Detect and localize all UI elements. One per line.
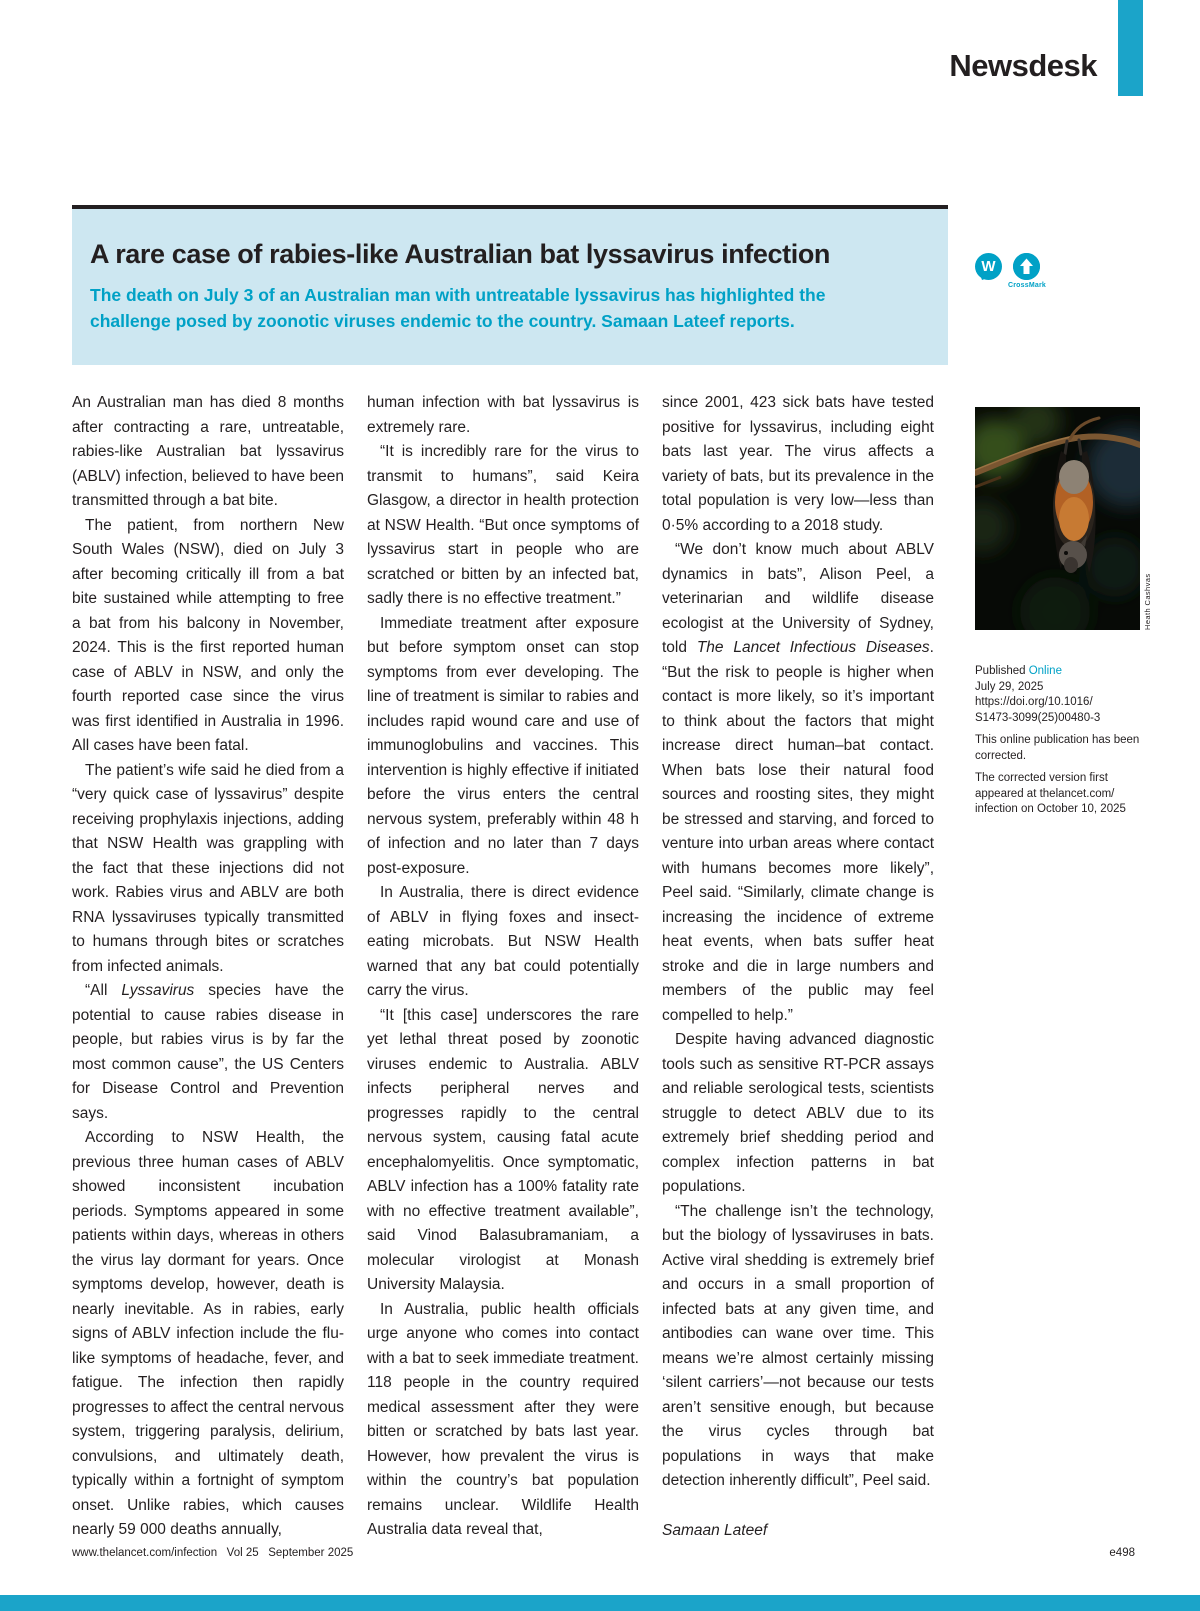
- body-paragraph: since 2001, 423 sick bats have tested positive for lyssavirus, including eight bats last year. The virus affects a variety of bats, but its prevalence in the total population is very low—less than 0·5% according to a 2018 study.: [662, 394, 934, 534]
- crossmark-badge[interactable]: [1008, 253, 1046, 289]
- article-title: A rare case of rabies-like Australian bat lyssavirus infection: [90, 239, 831, 269]
- body-paragraph: According to NSW Health, the previous three human cases of ABLV showed inconsistent incubation periods. Symptoms appeared in some patients within days, whereas in others the virus lay dormant for years. Once symptoms develop, however, death is nearly inevitable. As in rabies, early signs of ABLV infection include the flu-like symptoms of headache, fever, and fatigue. The infection then rapidly progresses to affect the central nervous system, triggering paralysis, delirium, convulsions, and ultimately death, typically within a fortnight of symptom onset. Unlike rabies, which causes nearly 59 000 deaths annually,: [72, 1129, 344, 1538]
- body-paragraph: The patient, from northern New South Wales (NSW), died on July 3 after becoming critically ill from a bat bite sustained while attempting to free a bat from his balcony in November, 2024. This is the first reported human case of ABLV in NSW, and only the fourth reported case since the virus was first identified in Australia in 1996. All cases have been fatal.: [72, 516, 344, 754]
- article-body: [72, 391, 936, 1543]
- body-paragraph: Despite having advanced diagnostic tools such as sensitive RT-PCR assays and reliable serological tests, scientists struggle to detect ABLV due to its extremely brief shedding period and complex infection patterns in bat populations.: [662, 1031, 934, 1195]
- correction-note-2: The corrected version first appeared at thelancet.com/ infection on October 10, 2025: [975, 772, 1126, 815]
- crossmark-arrow-icon: [1013, 253, 1040, 280]
- bottom-accent-bar: [0, 1595, 1200, 1611]
- top-accent-bar: [1118, 0, 1143, 96]
- crossmark-icon[interactable]: [1013, 253, 1040, 280]
- body-paragraph: “It is incredibly rare for the virus to transmit to humans”, said Keira Glasgow, a director in health protection at NSW Health. “But once symptoms of lyssavirus start in people who are scratched or bitten by an infected bat, sadly there is no effective treatment.”: [367, 443, 639, 607]
- publication-note: [975, 664, 1150, 825]
- body-column-1: [72, 391, 344, 1543]
- footer-journal-info: www.thelancet.com/infection Vol 25 September 2025: [72, 1547, 354, 1559]
- body-paragraph: An Australian man has died 8 months after contracting a rare, untreatable, rabies-like Australian bat lyssavirus (ABLV) infection, believed to have been transmitted through a bat bite.: [72, 394, 344, 509]
- footer-page-number: e498: [1109, 1547, 1135, 1559]
- doi-link-line1[interactable]: https://doi.org/10.1016/: [975, 696, 1093, 708]
- section-label: Newsdesk: [949, 48, 1097, 83]
- published-online-block: [975, 664, 1150, 726]
- body-paragraph: “It [this case] underscores the rare yet lethal threat posed by zoonotic viruses endemic to Australia. ABLV infects peripheral nerves and progresses rapidly to the central nervous system, causing fatal acute encephalomyelitis. Once symptomatic, ABLV infection has a 100% fatality rate with no effective treatment available”, said Vinod Balasubramaniam, a molecular virologist at Monash University Malaysia.: [367, 1006, 639, 1293]
- body-paragraph: “We don’t know much about ABLV dynamics in bats”, Alison Peel, a veterinarian and wildlife disease ecologist at the University of Sydney, told The Lancet Infectious Diseases. “But the risk to people is higher when contact is more likely, so it’s important to think about the factors that might increase direct human–bat contact. When bats lose their natural food sources and roosting sites, they might be stressed and starving, and forced to venture into urban areas where contact with humans becomes more likely”, Peel said. “Similarly, climate change is increasing the incidence of extreme heat events, when bats suffer heat stroke and die in large numbers and members of the public may feel compelled to help.”: [662, 541, 934, 1024]
- author-byline: Samaan Lateef: [662, 1521, 768, 1539]
- published-date: July 29, 2025: [975, 680, 1044, 693]
- article-standfirst: The death on July 3 of an Australian man with untreatable lyssavirus has highlighted the challenge posed by zoonotic viruses endemic to the country. Samaan Lateef reports.: [90, 285, 826, 331]
- doi-link-line2[interactable]: S1473-3099(25)00480-3: [975, 711, 1101, 724]
- crossmark-label: CrossMark: [1008, 282, 1046, 289]
- body-paragraph: The patient’s wife said he died from a “very quick case of lyssavirus” despite receiving prophylaxis injections, adding that NSW Health was grappling with the fact that these injections did not work. Rabies virus and ABLV are both RNA lyssaviruses typically transmitted to humans through bites or scratches from infected animals.: [72, 761, 344, 975]
- body-paragraph: human infection with bat lyssavirus is extremely rare.: [367, 394, 639, 436]
- body-paragraph: “All Lyssavirus species have the potential to cause rabies disease in people, but rabies virus is by far the most common cause”, the US Centers for Disease Control and Prevention says.: [72, 982, 344, 1122]
- body-paragraph: In Australia, there is direct evidence of ABLV in flying foxes and insect-eating microbats. But NSW Health warned that any bat could potentially carry the virus.: [367, 884, 639, 999]
- body-column-3: [662, 391, 934, 1543]
- correction-note-1: This online publication has been corrected.: [975, 734, 1140, 762]
- bat-photo: [975, 407, 1140, 630]
- body-paragraph: Immediate treatment after exposure but before symptom onset can stop symptoms from ever developing. The line of treatment is similar to rabies and includes rapid wound care and use of immunoglobulins and vaccines. This intervention is highly effective if initiated before the virus enters the central nervous system, preferably within 48 h of infection and no later than 7 days post-exposure.: [367, 614, 639, 877]
- body-paragraph: “The challenge isn’t the technology, but the biology of lyssaviruses in bats. Active viral shedding is extremely brief and occurs in a small proportion of infected bats at any given time, and antibodies can wane over time. This means we’re almost certainly missing ‘silent carriers’—not because our tests aren’t sensitive enough, but because the virus cycles through bat populations in ways that make detection inherently difficult”, Peel said.: [662, 1202, 934, 1489]
- published-label: Published: [975, 665, 1029, 677]
- body-column-2: [367, 391, 639, 1543]
- article-badges: [975, 253, 1046, 289]
- body-paragraph: In Australia, public health officials urge anyone who comes into contact with a bat to seek immediate treatment. 118 people in the country required medical assessment after they were bitten or scratched by bats last year. However, how prevalent the virus is within the country’s bat population remains unclear. Wildlife Health Australia data reveal that,: [367, 1300, 639, 1538]
- w-badge-icon: W: [975, 253, 1002, 280]
- article-title-box: [72, 205, 948, 365]
- photo-credit: Heath Cashvas: [1143, 573, 1152, 630]
- published-online-label: Online: [1028, 665, 1062, 677]
- bat-photo-illustration: [975, 407, 1140, 630]
